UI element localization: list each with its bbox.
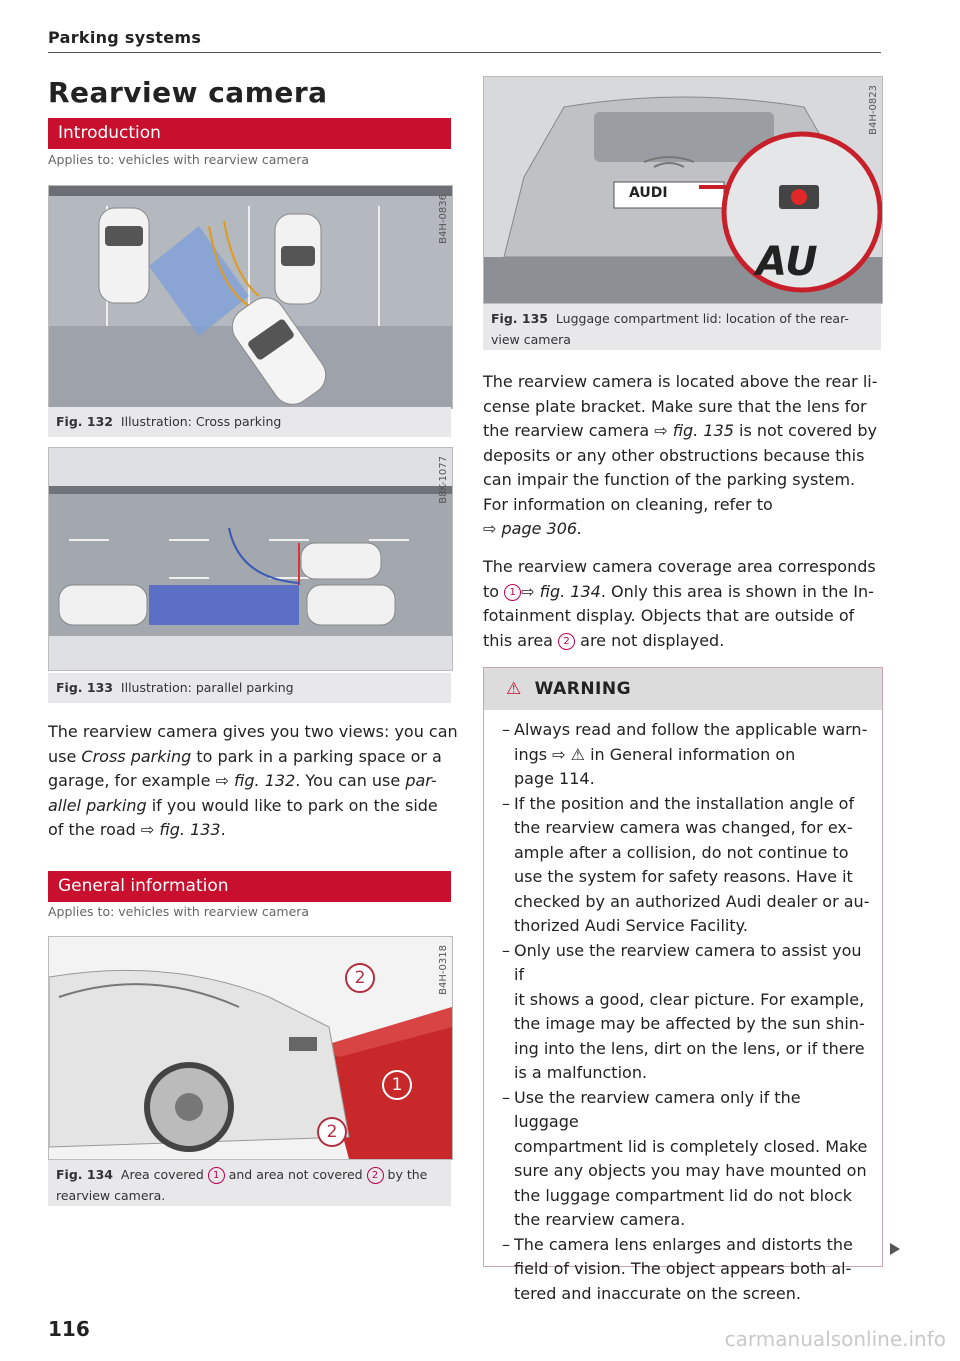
t: rearview camera.	[56, 1188, 166, 1203]
coverage-paragraph	[483, 555, 883, 653]
t: .	[220, 820, 226, 839]
t: by the	[383, 1167, 428, 1182]
marker-2-bottom: 2	[317, 1117, 347, 1147]
fig-132-caption-text: Illustration: Cross parking	[120, 414, 282, 429]
t: Area covered	[120, 1167, 208, 1182]
fig-134-image	[48, 936, 453, 1160]
header-divider	[48, 52, 881, 53]
general-heading: General information	[48, 871, 451, 902]
inline-marker-1: 1	[208, 1167, 225, 1184]
cross-parking-term: Cross parking	[81, 746, 192, 766]
t: can impair the function of the parking system.	[483, 470, 856, 489]
intro-line-1: The rearview camera gives you two views: you can	[48, 722, 458, 741]
intro-applies: Applies to: vehicles with rearview camera	[48, 152, 310, 167]
fig-133-code: B8K-1077	[438, 456, 449, 504]
t: cense plate bracket. Make sure that the lens for	[483, 396, 867, 416]
t: . Only this area is shown in the In-	[600, 581, 874, 601]
intro-line-4	[48, 794, 458, 819]
t: The rearview camera is located above the rear li-	[483, 372, 878, 391]
t: view camera	[491, 332, 571, 347]
intro-line-2	[48, 745, 458, 770]
warning-box	[483, 667, 883, 1303]
t: For information on cleaning, refer to	[483, 494, 773, 514]
fig-132-link[interactable]: fig. 132	[234, 771, 296, 790]
fig-133-caption-text: Illustration: parallel parking	[120, 680, 294, 695]
fig-134-link[interactable]: fig. 134	[539, 581, 601, 601]
general-applies: Applies to: vehicles with rearview camera	[48, 904, 310, 919]
t: . You can use	[295, 771, 406, 790]
marker-2-top: 2	[345, 963, 375, 993]
t: and area not covered	[224, 1167, 367, 1182]
fig-132-caption	[48, 407, 451, 437]
t	[483, 629, 883, 654]
t: fotainment display. Objects that are outside of	[483, 606, 855, 625]
fig-134-number: Fig. 134	[56, 1167, 113, 1182]
warning-item: – Always read and follow the applicable warn- ings ⇨ ⚠ in General information on page 114.	[502, 718, 870, 792]
camera-location-paragraph	[483, 370, 883, 542]
t: ⇨	[521, 581, 540, 601]
warning-item: – If the position and the installation angle of the rearview camera was changed, for ex- ample after a collision, do not continue to use the system for safety reasons. Have it checked by an authorized Audi dealer or au- thorized Audi Service Facility.	[502, 792, 870, 939]
t	[483, 580, 883, 605]
intro-line-3	[48, 769, 458, 794]
parallel-parking-illustration	[49, 448, 452, 670]
rear-car-illustration	[484, 77, 882, 303]
fig-135-caption	[483, 304, 881, 350]
t: this area	[483, 630, 559, 650]
camera-coverage-illustration	[49, 937, 452, 1159]
section-header: Parking systems	[48, 28, 202, 47]
t: garage, for example ⇨	[48, 771, 235, 790]
fig-132-number: Fig. 132	[56, 414, 113, 429]
t: The rearview camera coverage area corresponds	[483, 557, 876, 576]
license-plate-text: AUDI	[629, 185, 668, 201]
fig-135-code: B4H-0823	[868, 85, 879, 135]
t: use	[48, 746, 82, 766]
parallel-parking-term-b: allel parking	[48, 795, 147, 815]
inline-marker-2: 2	[367, 1167, 384, 1184]
t: deposits or any other obstructions because this	[483, 445, 865, 465]
watermark: carmanualsonline.info	[724, 1327, 946, 1351]
t: to	[483, 581, 505, 601]
fig-133-caption	[48, 673, 451, 703]
t: the rearview camera ⇨	[483, 421, 673, 440]
fig-135-link[interactable]: fig. 135	[672, 421, 734, 440]
intro-paragraph	[48, 720, 458, 843]
fig-132-image	[48, 185, 453, 409]
warning-item: – Only use the rearview camera to assist you if it shows a good, clear picture. For example, the image may be affected by the sun shin- ing into the lens, dirt on the lens, or if there is a malfunction.	[502, 939, 870, 1086]
page-number: 116	[48, 1317, 90, 1341]
t: Luggage compartment lid: location of the rear-	[555, 311, 849, 326]
warning-heading: WARNING	[534, 679, 632, 699]
t	[483, 419, 883, 444]
fig-133-link[interactable]: fig. 133	[159, 820, 221, 839]
t: is not covered by	[733, 421, 877, 440]
t: are not displayed.	[575, 630, 725, 650]
fig-133-image	[48, 447, 453, 671]
audi-logo-text: AU	[756, 239, 818, 285]
warning-item: – The camera lens enlarges and distorts the field of vision. The object appears both al- tered and inaccurate on the screen.	[502, 1233, 870, 1307]
parallel-parking-term-a: par-	[405, 771, 437, 790]
page-title: Rearview camera	[48, 76, 328, 109]
intro-heading: Introduction	[48, 118, 451, 149]
inline-marker-1: 1	[504, 584, 521, 601]
inline-marker-2: 2	[558, 633, 575, 650]
intro-line-5	[48, 818, 458, 843]
warning-icon: ⚠	[506, 679, 522, 699]
fig-135-number: Fig. 135	[491, 311, 548, 326]
fig-134-code: B4H-0318	[438, 945, 449, 995]
marker-1: 1	[382, 1070, 412, 1100]
warning-list	[484, 710, 882, 1306]
fig-134-caption	[48, 1160, 451, 1206]
warning-item: – Use the rearview camera only if the luggage compartment lid is completely closed. Make sure any objects you may have mounted on the luggage compartment lid do not block the rearview camera.	[502, 1086, 870, 1233]
fig-133-number: Fig. 133	[56, 680, 113, 695]
t: if you would like to park on the side	[146, 795, 438, 815]
t: to park in a parking space or a	[191, 746, 442, 766]
fig-132-code: B4H-0836	[438, 194, 449, 244]
page-306-link[interactable]: ⇨ page 306.	[483, 519, 583, 538]
t: of the road ⇨	[48, 820, 160, 839]
warning-header	[484, 668, 882, 710]
continue-arrow-icon	[890, 1243, 900, 1255]
cross-parking-illustration	[49, 186, 452, 408]
fig-135-image	[483, 76, 883, 304]
